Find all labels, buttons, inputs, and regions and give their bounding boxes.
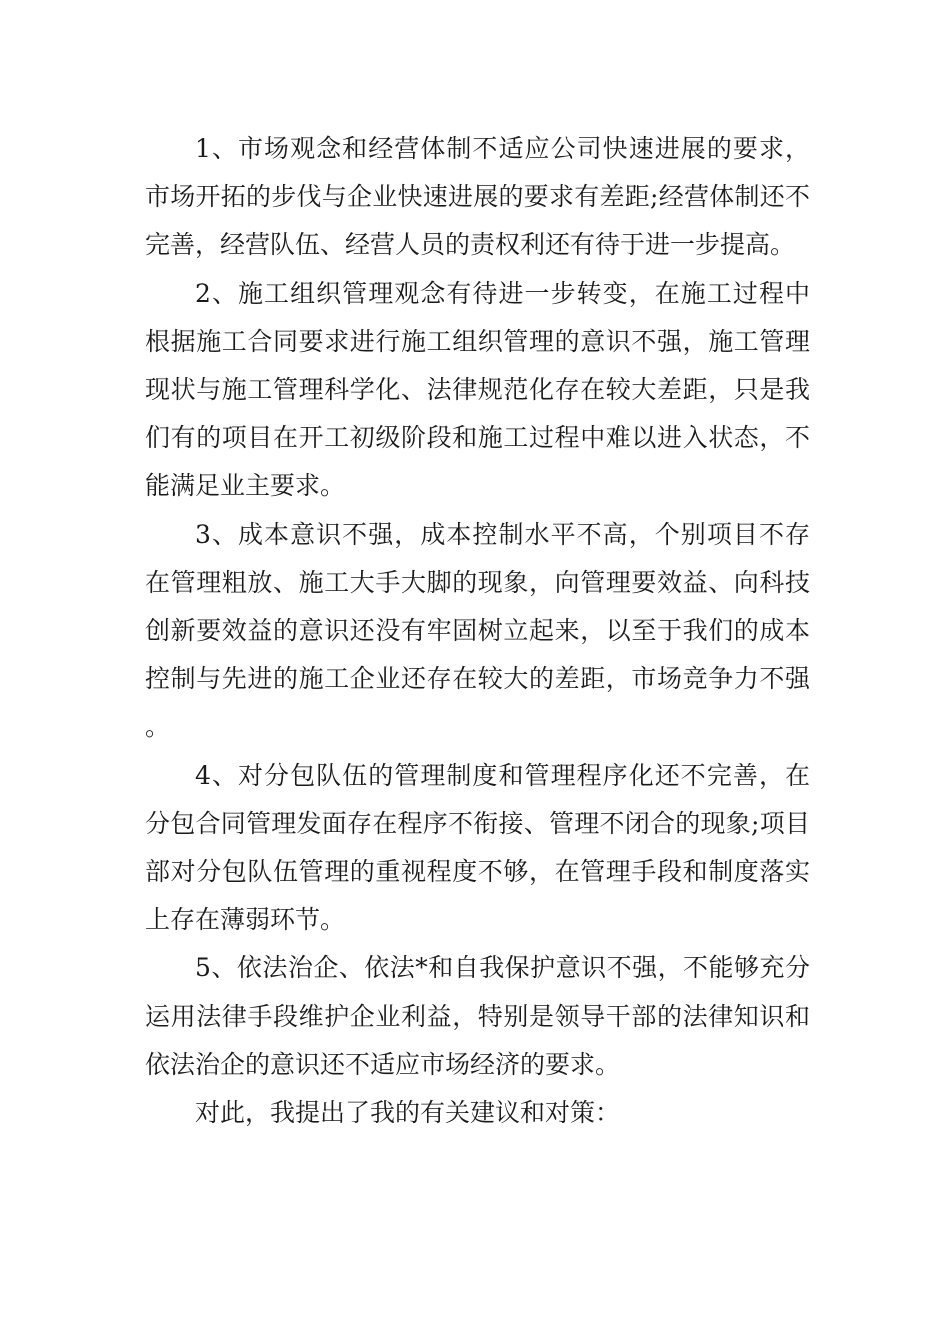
paragraph-1: 1、市场观念和经营体制不适应公司快速进展的要求，市场开拓的步伐与企业快速进展的要求有差距;经营体制还不完善，经营队伍、经营人员的责权利还有待于进一步提高。 xyxy=(145,134,810,260)
paragraph-3: 3、成本意识不强，成本控制水平不高，个别项目不存在管理粗放、施工大手大脚的现象，向管理要效益、向科技创新要效益的意识还没有牢固树立起来，以至于我们的成本控制与先进的施工企业还存在较大的差距，市场竞争力不强。 xyxy=(145,519,810,742)
document-page xyxy=(145,125,810,1137)
paragraph-2: 2、施工组织管理观念有待进一步转变，在施工过程中根据施工合同要求进行施工组织管理的意识不强，施工管理现状与施工管理科学化、法律规范化存在较大差距，只是我们有的项目在开工初级阶段和施工过程中难以进入状态，不能满足业主要求。 xyxy=(145,278,810,501)
paragraph-4: 4、对分包队伍的管理制度和管理程序化还不完善，在分包合同管理发面存在程序不衔接、管理不闭合的现象;项目部对分包队伍管理的重视程度不够，在管理手段和制度落实上存在薄弱环节。 xyxy=(145,760,810,935)
paragraph-5: 5、依法治企、依法*和自我保护意识不强，不能够充分运用法律手段维护企业利益，特别是领导干部的法律知识和依法治企的意识还不适应市场经济的要求。 xyxy=(145,953,810,1079)
paragraph-conclusion: 对此，我提出了我的有关建议和对策： xyxy=(195,1098,621,1128)
